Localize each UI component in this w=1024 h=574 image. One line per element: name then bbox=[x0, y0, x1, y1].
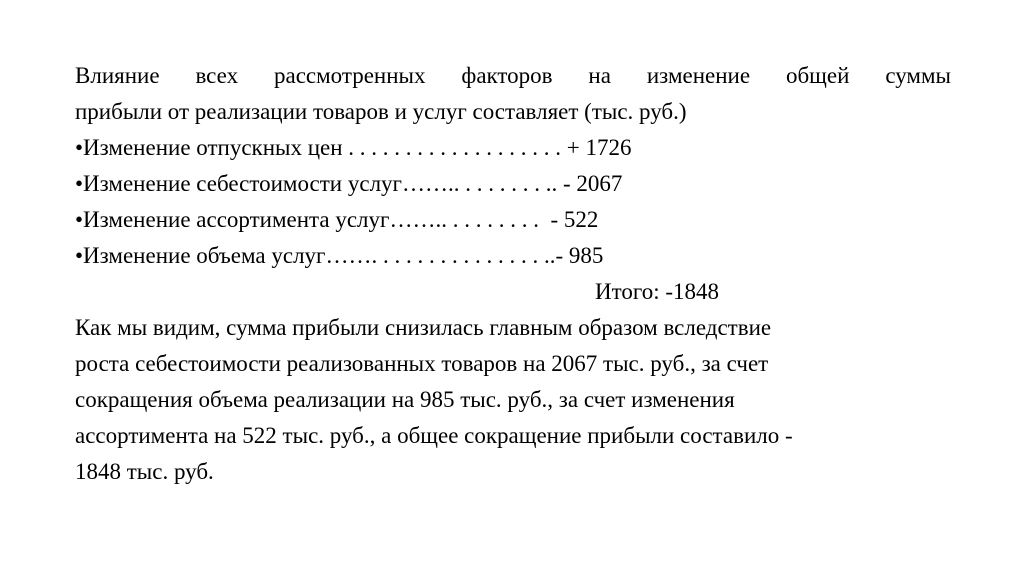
conclusion-line-2: роста себестоимости реализованных товаров на 2067 тыс. руб., за счет bbox=[75, 351, 769, 376]
conclusion-line-5: 1848 тыс. руб. bbox=[75, 459, 214, 484]
factor-item-cost: •Изменение себестоимости услуг…….. . . . . . . . .. - 2067 bbox=[75, 171, 623, 196]
intro-line-1: Влияние всех рассмотренных факторов на изменение общей суммы bbox=[75, 63, 951, 88]
total-line: Итого: -1848 bbox=[595, 279, 720, 304]
conclusion-line-3: сокращения объема реализации на 985 тыс. руб., за счет изменения bbox=[75, 387, 735, 412]
factor-item-assortment: •Изменение ассортимента услуг…….. . . . . . . . . - 522 bbox=[75, 207, 599, 232]
conclusion-line-1: Как мы видим, сумма прибыли снизилась главным образом вследствие bbox=[75, 315, 772, 340]
conclusion-line-4: ассортимента на 522 тыс. руб., а общее сокращение прибыли составило - bbox=[75, 423, 793, 448]
factor-item-price: •Изменение отпускных цен . . . . . . . . . . . . . . . . . . . + 1726 bbox=[75, 135, 632, 160]
factor-item-volume: •Изменение объема услуг……. . . . . . . . . . . . . . . ..- 985 bbox=[75, 243, 604, 268]
slide-content bbox=[75, 58, 951, 490]
intro-line-2: прибыли от реализации товаров и услуг составляет (тыс. руб.) bbox=[75, 99, 687, 124]
